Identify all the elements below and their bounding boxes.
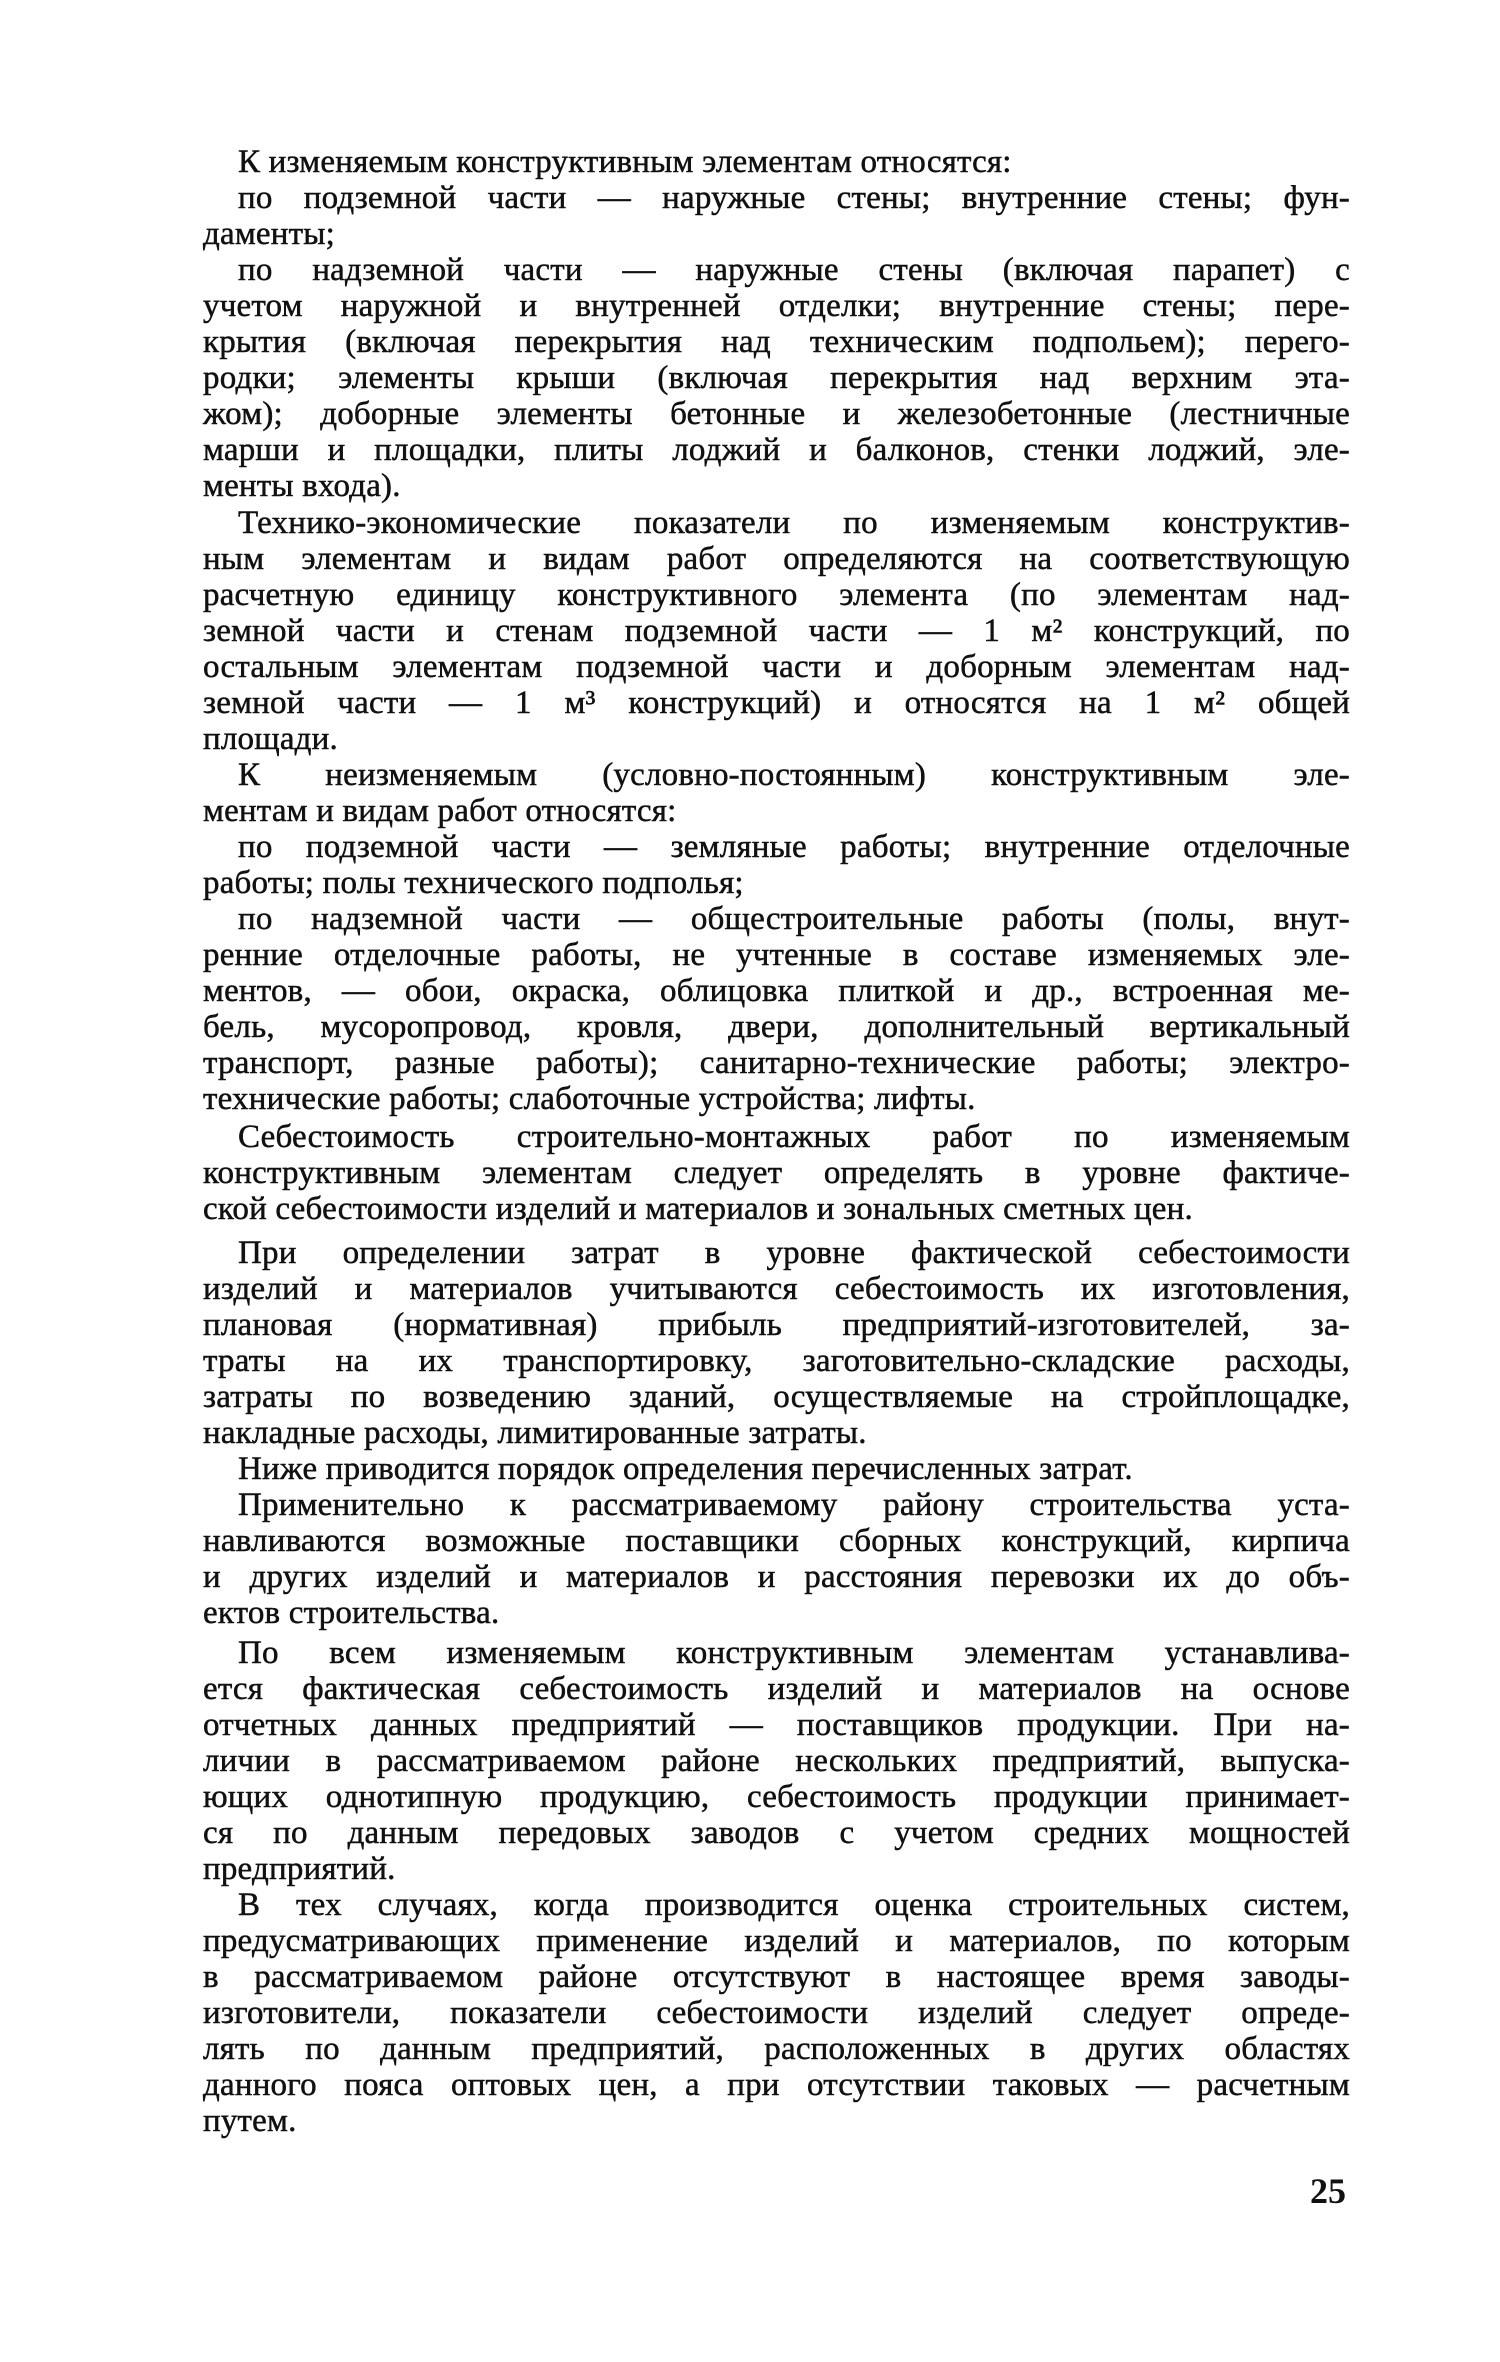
paragraph: [203, 252, 1350, 504]
text-line: ской себестоимости изделий и материалов и зональных сметных цен.: [203, 1191, 1193, 1227]
text-line: путем.: [203, 2103, 297, 2139]
text-line: родки; элементы крыши (включая перекрытия над верхним эта-: [203, 360, 1350, 396]
text-line: марши и площадки, плиты лоджий и балконов, стенки лоджий, эле-: [203, 432, 1350, 468]
text-line: транспорт, разные работы); санитарно-технические работы; электро-: [203, 1045, 1350, 1081]
text-line: и других изделий и материалов и расстояния перевозки их до объ-: [203, 1559, 1350, 1595]
text-line: предприятий.: [203, 1851, 396, 1887]
text-line: Технико-экономические показатели по изменяемым конструктив-: [238, 505, 1350, 541]
text-line: крытия (включая перекрытия над техническим подпольем); перего-: [203, 324, 1350, 360]
body-text: [203, 144, 1350, 2139]
text-line: предусматривающих применение изделий и материалов, по которым: [203, 1923, 1350, 1959]
text-line: земной части и стенам подземной части — 1 м² конструкций, по: [203, 613, 1350, 649]
text-line: К неизменяемым (условно-постоянным) конструктивным эле-: [238, 757, 1350, 793]
text-line: Применительно к рассматриваемому району строительства уста-: [238, 1487, 1350, 1523]
paragraph: [203, 1119, 1350, 1227]
text-line: земной части — 1 м³ конструкций) и относятся на 1 м² общей: [203, 685, 1350, 721]
text-line: Себестоимость строительно-монтажных работ по изменяемым: [238, 1119, 1350, 1155]
page-number: 25: [1310, 2171, 1346, 2211]
text-line: К изменяемым конструктивным элементам относятся:: [238, 144, 1012, 180]
text-line: отчетных данных предприятий — поставщиков продукции. При на-: [203, 1707, 1350, 1743]
text-line: учетом наружной и внутренней отделки; внутренние стены; пере-: [203, 288, 1350, 324]
paragraph: [203, 901, 1350, 1117]
paragraph: [203, 829, 1350, 901]
paragraph: [203, 180, 1350, 252]
text-line: лять по данным предприятий, расположенных в других областях: [203, 2031, 1350, 2067]
text-line: ектов строительства.: [203, 1595, 500, 1631]
text-line: навливаются возможные поставщики сборных конструкций, кирпича: [203, 1523, 1350, 1559]
paragraph: [203, 1451, 1350, 1487]
text-line: накладные расходы, лимитированные затраты.: [203, 1415, 867, 1451]
text-line: даменты;: [203, 216, 335, 252]
text-line: технические работы; слаботочные устройства; лифты.: [203, 1081, 976, 1117]
text-line: В тех случаях, когда производится оценка строительных систем,: [238, 1887, 1350, 1923]
text-line: ным элементам и видам работ определяются на соответствующую: [203, 541, 1350, 577]
text-line: ментам и видам работ относятся:: [203, 793, 677, 829]
text-line: в рассматриваемом районе отсутствуют в настоящее время заводы-: [203, 1959, 1350, 1995]
text-line: расчетную единицу конструктивного элемента (по элементам над-: [203, 577, 1350, 613]
text-line: затраты по возведению зданий, осуществляемые на стройплощадке,: [203, 1379, 1350, 1415]
paragraph: [203, 505, 1350, 757]
text-line: остальным элементам подземной части и доборным элементам над-: [203, 649, 1350, 685]
text-line: работы; полы технического подполья;: [203, 865, 744, 901]
text-line: по надземной части — общестроительные работы (полы, внут-: [238, 901, 1350, 937]
text-line: площади.: [203, 721, 338, 757]
text-line: данного пояса оптовых цен, а при отсутствии таковых — расчетным: [203, 2067, 1350, 2103]
paragraph: [203, 1887, 1350, 2139]
text-line: по подземной части — наружные стены; внутренние стены; фун-: [238, 180, 1350, 216]
text-line: личии в рассматриваемом районе нескольких предприятий, выпуска-: [203, 1743, 1350, 1779]
text-line: При определении затрат в уровне фактической себестоимости: [238, 1235, 1350, 1271]
text-line: конструктивным элементам следует определять в уровне фактиче-: [203, 1155, 1350, 1191]
text-line: ренние отделочные работы, не учтенные в составе изменяемых эле-: [203, 937, 1350, 973]
text-line: жом); доборные элементы бетонные и железобетонные (лестничные: [203, 396, 1350, 432]
paragraph: [203, 1635, 1350, 1887]
text-line: траты на их транспортировку, заготовительно-складские расходы,: [203, 1343, 1350, 1379]
text-line: ся по данным передовых заводов с учетом средних мощностей: [203, 1815, 1350, 1851]
text-line: изделий и материалов учитываются себестоимость их изготовления,: [203, 1271, 1350, 1307]
text-line: ющих однотипную продукцию, себестоимость продукции принимает-: [203, 1779, 1350, 1815]
text-line: бель, мусоропровод, кровля, двери, дополнительный вертикальный: [203, 1009, 1350, 1045]
text-line: по надземной части — наружные стены (включая парапет) с: [238, 252, 1350, 288]
paragraph: [203, 1487, 1350, 1631]
text-line: ется фактическая себестоимость изделий и материалов на основе: [203, 1671, 1350, 1707]
text-line: плановая (нормативная) прибыль предприятий-изготовителей, за-: [203, 1307, 1350, 1343]
text-line: менты входа).: [203, 468, 401, 504]
paragraph: [203, 144, 1350, 180]
text-line: по подземной части — земляные работы; внутренние отделочные: [238, 829, 1350, 865]
text-line: По всем изменяемым конструктивным элементам устанавлива-: [238, 1635, 1350, 1671]
paragraph: [203, 757, 1350, 829]
text-line: изготовители, показатели себестоимости изделий следует опреде-: [203, 1995, 1350, 2031]
text-line: Ниже приводится порядок определения перечисленных затрат.: [238, 1451, 1133, 1487]
paragraph: [203, 1235, 1350, 1451]
text-line: ментов, — обои, окраска, облицовка плиткой и др., встроенная ме-: [203, 973, 1350, 1009]
